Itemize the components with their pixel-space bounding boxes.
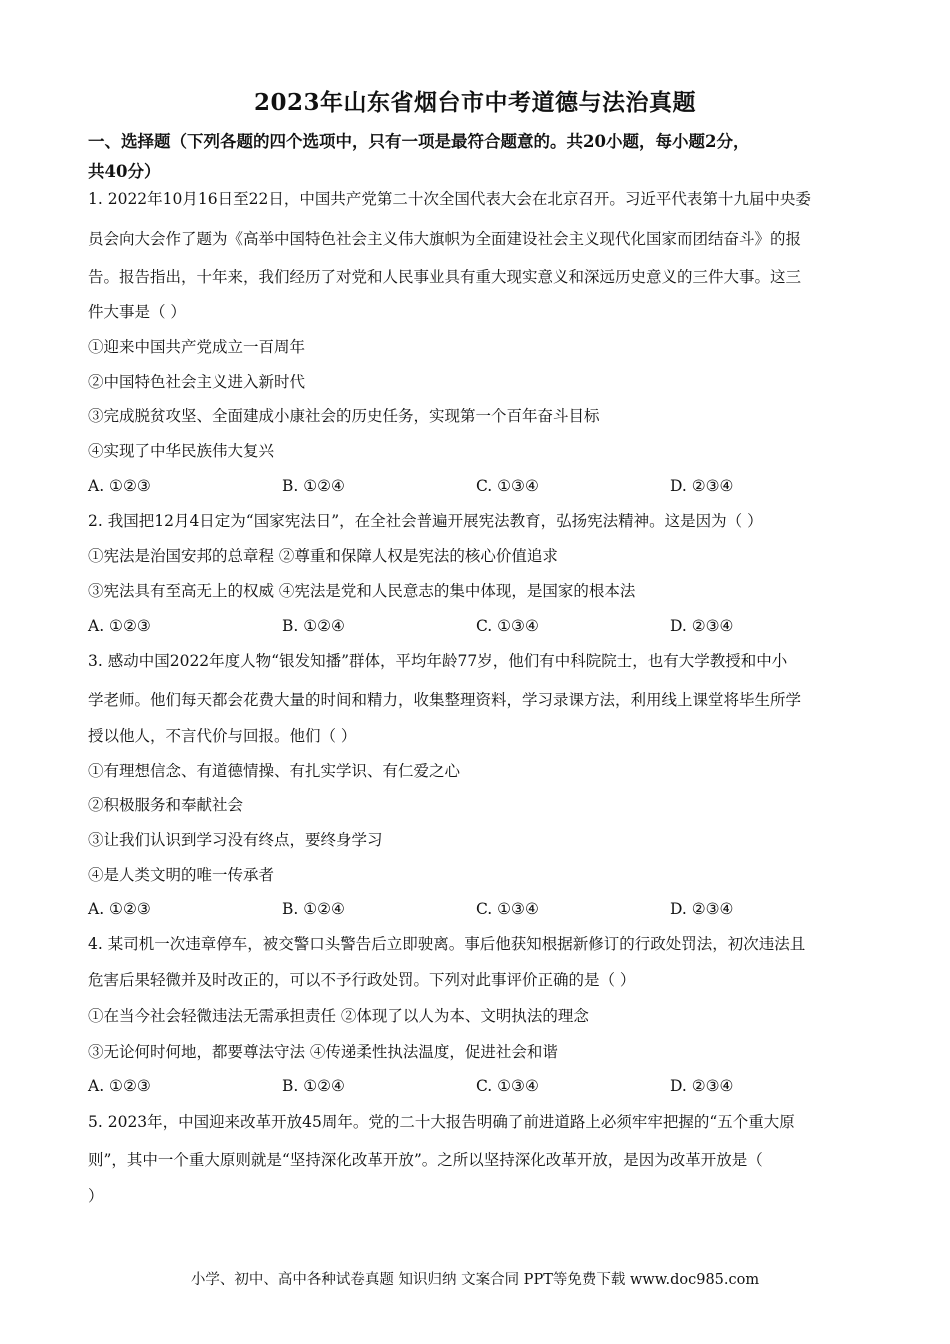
page-footer: 小学、初中、高中各种试卷真题 知识归纳 文案合同 PPT等免费下载 www.doc985.com bbox=[190, 1272, 760, 1288]
q1-item: ④实现了中华民族伟大复兴 bbox=[88, 442, 275, 460]
q4-option-a: A. ①②③ bbox=[88, 1077, 151, 1095]
q4-option-c: C. ①③④ bbox=[476, 1077, 539, 1095]
q3-text-line: 3. 感动中国2022年度人物“银发知播”群体，平均年龄77岁，他们有中科院院士，也有大学教授和中小 bbox=[88, 652, 788, 670]
q1-text-line: 告。报告指出，十年来，我们经历了对党和人民事业具有重大现实意义和深远历史意义的三件大事。这三 bbox=[88, 268, 802, 286]
q5-text-line: 则”，其中一个重大原则就是“坚持深化改革开放”。之所以坚持深化改革开放，是因为改革开放是（ bbox=[88, 1151, 763, 1169]
q2-item: ①宪法是治国安邦的总章程 ②尊重和保障人权是宪法的核心价值追求 bbox=[88, 547, 558, 565]
q1-text-line: 1. 2022年10月16日至22日，中国共产党第二十次全国代表大会在北京召开。习近平代表第十九届中央委 bbox=[88, 190, 811, 208]
section-heading-line2: 共40分） bbox=[88, 162, 161, 181]
q3-option-b: B. ①②④ bbox=[282, 900, 345, 918]
q4-option-d: D. ②③④ bbox=[670, 1077, 734, 1095]
q3-option-d: D. ②③④ bbox=[670, 900, 734, 918]
q1-option-b: B. ①②④ bbox=[282, 477, 345, 495]
q3-item: ①有理想信念、有道德情操、有扎实学识、有仁爱之心 bbox=[88, 762, 461, 780]
q3-item: ③让我们认识到学习没有终点，要终身学习 bbox=[88, 831, 383, 849]
q3-option-a: A. ①②③ bbox=[88, 900, 151, 918]
q1-option-d: D. ②③④ bbox=[670, 477, 734, 495]
q3-text-line: 授以他人，不言代价与回报。他们（ ） bbox=[88, 727, 357, 745]
q1-option-a: A. ①②③ bbox=[88, 477, 151, 495]
q5-text-line: ） bbox=[88, 1187, 104, 1205]
q3-item: ②积极服务和奉献社会 bbox=[88, 796, 244, 814]
q1-text-line: 员会向大会作了题为《高举中国特色社会主义伟大旗帜为全面建设社会主义现代化国家而团结奋斗》的报 bbox=[88, 230, 802, 248]
q2-item: ③宪法具有至高无上的权威 ④宪法是党和人民意志的集中体现，是国家的根本法 bbox=[88, 582, 636, 600]
q1-text-line: 件大事是（ ） bbox=[88, 303, 186, 321]
q2-text-line: 2. 我国把12月4日定为“国家宪法日”，在全社会普遍开展宪法教育，弘扬宪法精神。这是因为（ ） bbox=[88, 512, 763, 530]
q3-option-c: C. ①③④ bbox=[476, 900, 539, 918]
q2-option-c: C. ①③④ bbox=[476, 617, 539, 635]
page-title: 2023年山东省烟台市中考道德与法治真题 bbox=[253, 89, 696, 116]
q4-option-b: B. ①②④ bbox=[282, 1077, 345, 1095]
q1-item: ①迎来中国共产党成立一百周年 bbox=[88, 338, 306, 356]
q2-option-b: B. ①②④ bbox=[282, 617, 345, 635]
section-heading-line1: 一、选择题（下列各题的四个选项中，只有一项是最符合题意的。共20小题，每小题2分， bbox=[88, 132, 750, 151]
q2-option-a: A. ①②③ bbox=[88, 617, 151, 635]
q3-text-line: 学老师。他们每天都会花费大量的时间和精力，收集整理资料，学习录课方法，利用线上课堂将毕生所学 bbox=[88, 691, 802, 709]
q2-option-d: D. ②③④ bbox=[670, 617, 734, 635]
q3-item: ④是人类文明的唯一传承者 bbox=[88, 866, 275, 884]
q4-item: ①在当今社会轻微违法无需承担责任 ②体现了以人为本、文明执法的理念 bbox=[88, 1007, 589, 1025]
q4-item: ③无论何时何地，都要尊法守法 ④传递柔性执法温度，促进社会和谐 bbox=[88, 1043, 558, 1061]
q5-text-line: 5. 2023年，中国迎来改革开放45周年。党的二十大报告明确了前进道路上必须牢牢把握的“五个重大原 bbox=[88, 1113, 795, 1131]
q1-option-c: C. ①③④ bbox=[476, 477, 539, 495]
q4-text-line: 危害后果轻微并及时改正的，可以不予行政处罚。下列对此事评价正确的是（ ） bbox=[88, 971, 636, 989]
q1-item: ②中国特色社会主义进入新时代 bbox=[88, 373, 306, 391]
q1-item: ③完成脱贫攻坚、全面建成小康社会的历史任务，实现第一个百年奋斗目标 bbox=[88, 407, 600, 425]
q4-text-line: 4. 某司机一次违章停车，被交警口头警告后立即驶离。事后他获知根据新修订的行政处罚法，初次违法且 bbox=[88, 935, 806, 953]
